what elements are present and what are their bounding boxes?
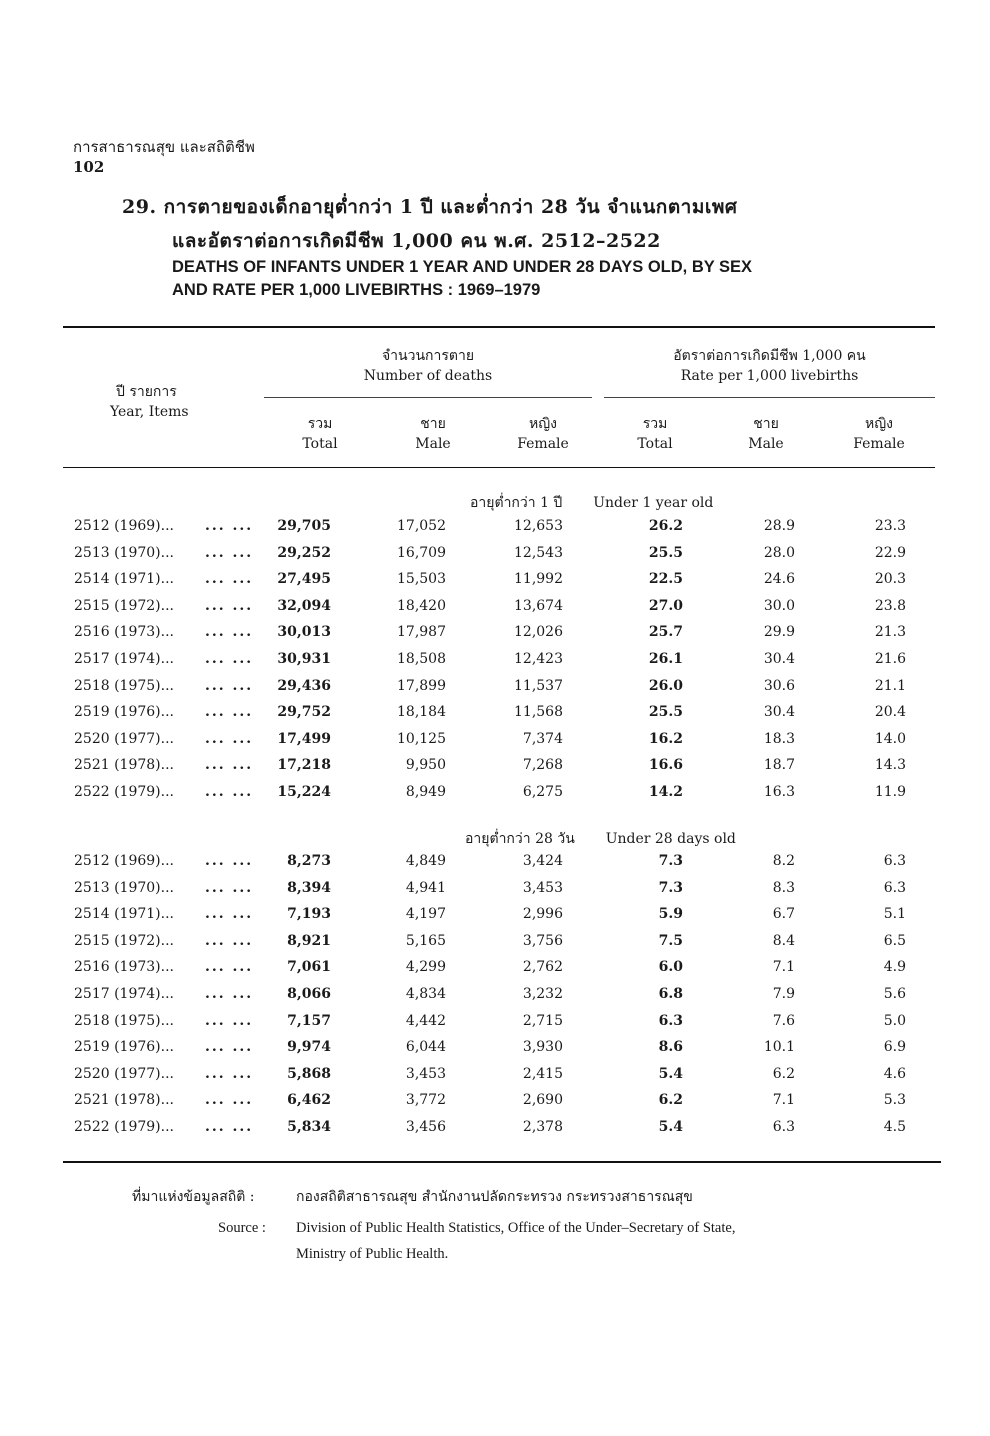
table-cell: 6.7 — [772, 906, 795, 923]
table-cell: 20.3 — [874, 571, 906, 588]
table-cell: 21.3 — [874, 624, 906, 641]
table-cell: 8,394 — [287, 879, 331, 896]
table-row — [0, 1119, 990, 1145]
table-cell: 6.9 — [883, 1039, 906, 1056]
table-cell: 26.1 — [648, 651, 683, 667]
row-year: 2518 (1975)... — [74, 1012, 174, 1029]
table-cell: 5.9 — [658, 906, 683, 923]
table-cell: 4.5 — [883, 1119, 906, 1135]
table-cell: 15,224 — [277, 784, 331, 800]
leader-dots: ... ... — [205, 677, 254, 694]
section-label-thai: อายุต่ำกว่า 1 ปี — [470, 495, 563, 511]
table-cell: 6.3 — [883, 853, 906, 869]
table-cell: 6.5 — [883, 932, 906, 949]
leader-dots: ... ... — [205, 906, 254, 923]
table-cell: 13,674 — [514, 597, 563, 614]
table-cell: 14.3 — [874, 757, 906, 774]
table-cell: 4.6 — [883, 1065, 906, 1082]
table-row — [0, 598, 990, 624]
table-row — [0, 678, 990, 704]
section-label — [465, 828, 736, 850]
leader-dots: ... ... — [205, 1065, 254, 1082]
leader-dots: ... ... — [205, 959, 254, 976]
column-header — [393, 414, 473, 454]
title-thai-line-1: 29. การตายของเด็กอายุต่ำกว่า 1 ปี และต่ำกว่า 28 วัน จำแนกตามเพศ — [122, 196, 738, 218]
row-year: 2515 (1972)... — [74, 597, 174, 614]
column-header-english: Total — [302, 436, 338, 452]
table-cell: 4,299 — [405, 959, 446, 976]
table-cell: 5.0 — [883, 1012, 906, 1029]
table-cell: 7,268 — [522, 757, 563, 774]
stub-header-thai: ปี รายการ — [116, 384, 177, 400]
table-cell: 5.4 — [658, 1119, 683, 1135]
column-header — [726, 414, 806, 454]
table-cell: 7.1 — [772, 1092, 795, 1109]
table-cell: 11,537 — [514, 677, 563, 694]
table-cell: 6.2 — [658, 1092, 683, 1109]
leader-dots: ... ... — [205, 704, 254, 721]
table-cell: 6.8 — [658, 986, 683, 1002]
row-year: 2514 (1971)... — [74, 906, 174, 923]
table-cell: 28.0 — [763, 544, 795, 561]
table-row — [0, 651, 990, 677]
table-cell: 23.3 — [874, 518, 906, 534]
table-row — [0, 545, 990, 571]
table-cell: 2,996 — [522, 906, 563, 923]
leader-dots: ... ... — [205, 730, 254, 747]
table-cell: 3,772 — [405, 1092, 446, 1109]
table-cell: 9,974 — [287, 1039, 331, 1056]
stub-header-english: Year, Items — [110, 404, 189, 420]
leader-dots: ... ... — [205, 784, 254, 800]
header-bottom-rule — [63, 467, 935, 468]
column-header-english: Female — [517, 436, 569, 452]
table-cell: 16.2 — [648, 730, 683, 747]
column-header — [280, 414, 360, 454]
table-cell: 3,456 — [405, 1119, 446, 1135]
table-cell: 14.0 — [874, 730, 906, 747]
table-row — [0, 880, 990, 906]
row-year: 2516 (1973)... — [74, 959, 174, 976]
table-cell: 12,423 — [514, 651, 563, 667]
table-row — [0, 853, 990, 879]
source-text-thai: กองสถิติสาธารณสุข สำนักงานปลัดกระทรวง กระทรวงสาธารณสุข — [296, 1189, 693, 1205]
page-number: 102 — [73, 158, 105, 176]
leader-dots: ... ... — [205, 757, 254, 774]
table-cell: 18.3 — [763, 730, 795, 747]
table-row — [0, 784, 990, 810]
table-cell: 17,499 — [277, 730, 331, 747]
table-cell: 3,756 — [522, 932, 563, 949]
table-row — [0, 704, 990, 730]
table-cell: 7,193 — [287, 906, 331, 923]
table-cell: 6.0 — [658, 959, 683, 976]
table-cell: 8.2 — [772, 853, 795, 869]
table-cell: 5.1 — [883, 906, 906, 923]
bottom-rule — [63, 1161, 941, 1163]
row-year: 2520 (1977)... — [74, 730, 174, 747]
table-cell: 11.9 — [874, 784, 906, 800]
table-row — [0, 906, 990, 932]
table-cell: 3,232 — [522, 986, 563, 1002]
row-year: 2522 (1979)... — [74, 784, 174, 800]
table-cell: 6.3 — [658, 1012, 683, 1029]
table-cell: 8,949 — [405, 784, 446, 800]
table-row — [0, 571, 990, 597]
table-cell: 8,273 — [287, 853, 331, 869]
leader-dots: ... ... — [205, 932, 254, 949]
table-cell: 17,052 — [397, 518, 446, 534]
table-row — [0, 1092, 990, 1118]
group-header-rate-thai: อัตราต่อการเกิดมีชีพ 1,000 คน — [673, 348, 866, 364]
table-cell: 30.4 — [763, 651, 795, 667]
table-cell: 7.5 — [658, 932, 683, 949]
row-year: 2521 (1978)... — [74, 1092, 174, 1109]
column-header-thai: ชาย — [420, 416, 446, 432]
table-cell: 26.2 — [648, 518, 683, 534]
table-cell: 4,442 — [405, 1012, 446, 1029]
table-cell: 22.9 — [874, 544, 906, 561]
leader-dots: ... ... — [205, 853, 254, 869]
row-year: 2519 (1976)... — [74, 1039, 174, 1056]
leader-dots: ... ... — [205, 544, 254, 561]
row-year: 2513 (1970)... — [74, 544, 174, 561]
row-year: 2514 (1971)... — [74, 571, 174, 588]
table-cell: 23.8 — [874, 597, 906, 614]
table-cell: 5,834 — [287, 1119, 331, 1135]
table-cell: 12,026 — [514, 624, 563, 641]
table-row — [0, 757, 990, 783]
table-cell: 22.5 — [648, 571, 683, 588]
table-row — [0, 731, 990, 757]
table-cell: 5.6 — [883, 986, 906, 1002]
table-row — [0, 624, 990, 650]
table-row — [0, 959, 990, 985]
table-cell: 30.0 — [763, 597, 795, 614]
column-header — [839, 414, 919, 454]
table-cell: 21.6 — [874, 651, 906, 667]
table-cell: 4,941 — [405, 879, 446, 896]
source-text-english-line-1: Division of Public Health Statistics, Office of the Under–Secretary of State, — [296, 1220, 736, 1236]
table-cell: 30.4 — [763, 704, 795, 721]
title-english-line-2: AND RATE PER 1,000 LIVEBIRTHS : 1969–1979 — [172, 281, 541, 299]
table-cell: 6.2 — [772, 1065, 795, 1082]
table-cell: 12,543 — [514, 544, 563, 561]
table-cell: 6.3 — [772, 1119, 795, 1135]
page-header — [73, 137, 255, 177]
table-cell: 4.9 — [883, 959, 906, 976]
source-text-english-line-2: Ministry of Public Health. — [296, 1246, 449, 1262]
row-year: 2512 (1969)... — [74, 518, 174, 534]
column-header-english: Female — [853, 436, 905, 452]
section-label-english: Under 28 days old — [605, 831, 736, 847]
leader-dots: ... ... — [205, 651, 254, 667]
column-header-thai: รวม — [642, 416, 668, 432]
table-cell: 4,197 — [405, 906, 446, 923]
table-cell: 30.6 — [763, 677, 795, 694]
source-label-thai: ที่มาแห่งข้อมูลสถิติ : — [132, 1189, 255, 1205]
table-cell: 20.4 — [874, 704, 906, 721]
table-cell: 7.9 — [772, 986, 795, 1002]
table-cell: 29,705 — [277, 518, 331, 534]
table-cell: 15,503 — [397, 571, 446, 588]
source-label-english: Source : — [218, 1220, 266, 1236]
table-cell: 8.3 — [772, 879, 795, 896]
column-header-thai: รวม — [307, 416, 333, 432]
table-cell: 7.6 — [772, 1012, 795, 1029]
column-header-english: Total — [637, 436, 673, 452]
table-cell: 16,709 — [397, 544, 446, 561]
table-cell: 14.2 — [648, 784, 683, 800]
row-year: 2519 (1976)... — [74, 704, 174, 721]
table-row — [0, 986, 990, 1012]
table-cell: 11,568 — [514, 704, 563, 721]
table-cell: 18,420 — [397, 597, 446, 614]
table-cell: 29,252 — [277, 544, 331, 561]
table-cell: 18,508 — [397, 651, 446, 667]
table-cell: 29.9 — [763, 624, 795, 641]
leader-dots: ... ... — [205, 1039, 254, 1056]
table-cell: 5.3 — [883, 1092, 906, 1109]
row-year: 2516 (1973)... — [74, 624, 174, 641]
column-header-thai: ชาย — [753, 416, 779, 432]
group-header-rate-english: Rate per 1,000 livebirths — [680, 368, 859, 384]
running-header: การสาธารณสุข และสถิติชีพ — [73, 138, 255, 156]
table-cell: 8.6 — [658, 1039, 683, 1056]
table-cell: 30,931 — [277, 651, 331, 667]
table-cell: 6,044 — [405, 1039, 446, 1056]
table-cell: 10.1 — [763, 1039, 795, 1056]
row-year: 2515 (1972)... — [74, 932, 174, 949]
leader-dots: ... ... — [205, 571, 254, 588]
title-thai-line-2: และอัตราต่อการเกิดมีชีพ 1,000 คน พ.ศ. 2512–2522 — [172, 230, 661, 252]
table-cell: 29,436 — [277, 677, 331, 694]
table-cell: 32,094 — [277, 597, 331, 614]
table-row — [0, 933, 990, 959]
title-english-line-1: DEATHS OF INFANTS UNDER 1 YEAR AND UNDER 28 DAYS OLD, BY SEX — [172, 258, 753, 276]
table-cell: 2,415 — [522, 1065, 563, 1082]
table-cell: 3,424 — [522, 853, 563, 869]
table-cell: 9,950 — [405, 757, 446, 774]
table-cell: 8.4 — [772, 932, 795, 949]
table-cell: 5,868 — [287, 1065, 331, 1082]
table-cell: 2,378 — [522, 1119, 563, 1135]
stub-header — [110, 382, 189, 422]
row-year: 2513 (1970)... — [74, 879, 174, 896]
row-year: 2518 (1975)... — [74, 677, 174, 694]
group-header-deaths-english: Number of deaths — [363, 368, 493, 384]
table-cell: 26.0 — [648, 677, 683, 694]
table-cell: 16.6 — [648, 757, 683, 774]
table-cell: 17,899 — [397, 677, 446, 694]
leader-dots: ... ... — [205, 1119, 254, 1135]
table-cell: 25.5 — [648, 704, 683, 721]
table-row — [0, 1039, 990, 1065]
table-cell: 5,165 — [405, 932, 446, 949]
table-cell: 18,184 — [397, 704, 446, 721]
leader-dots: ... ... — [205, 1092, 254, 1109]
group2-underline — [604, 397, 935, 398]
section-label-thai: อายุต่ำกว่า 28 วัน — [465, 831, 575, 847]
table-cell: 7,061 — [287, 959, 331, 976]
table-cell: 6,275 — [522, 784, 563, 800]
table-cell: 12,653 — [514, 518, 563, 534]
row-year: 2517 (1974)... — [74, 651, 174, 667]
table-row — [0, 1013, 990, 1039]
leader-dots: ... ... — [205, 518, 254, 534]
table-cell: 7,374 — [522, 730, 563, 747]
column-header-thai: หญิง — [865, 416, 893, 432]
table-cell: 28.9 — [763, 518, 795, 534]
table-cell: 25.7 — [648, 624, 683, 641]
column-header — [615, 414, 695, 454]
table-row — [0, 518, 990, 544]
table-cell: 2,715 — [522, 1012, 563, 1029]
table-cell: 21.1 — [874, 677, 906, 694]
table-cell: 18.7 — [763, 757, 795, 774]
table-cell: 3,453 — [405, 1065, 446, 1082]
table-cell: 17,218 — [277, 757, 331, 774]
table-cell: 16.3 — [763, 784, 795, 800]
column-header-english: Male — [415, 436, 451, 452]
leader-dots: ... ... — [205, 624, 254, 641]
table-cell: 10,125 — [397, 730, 446, 747]
table-cell: 6,462 — [287, 1092, 331, 1109]
table-cell: 29,752 — [277, 704, 331, 721]
column-header — [503, 414, 583, 454]
column-header-english: Male — [748, 436, 784, 452]
table-cell: 6.3 — [883, 879, 906, 896]
row-year: 2522 (1979)... — [74, 1119, 174, 1135]
section-label-english: Under 1 year old — [593, 495, 714, 511]
group-header-rate — [604, 346, 935, 386]
table-cell: 5.4 — [658, 1065, 683, 1082]
table-cell: 4,834 — [405, 986, 446, 1002]
section-label — [470, 492, 713, 514]
table-cell: 3,930 — [522, 1039, 563, 1056]
table-cell: 7.1 — [772, 959, 795, 976]
table-cell: 7.3 — [658, 879, 683, 896]
group-header-deaths-thai: จำนวนการตาย — [381, 348, 475, 364]
table-cell: 11,992 — [514, 571, 563, 588]
row-year: 2521 (1978)... — [74, 757, 174, 774]
table-cell: 7.3 — [658, 853, 683, 869]
group1-underline — [264, 397, 592, 398]
table-title — [122, 192, 902, 302]
table-row — [0, 1066, 990, 1092]
table-cell: 3,453 — [522, 879, 563, 896]
column-header-thai: หญิง — [529, 416, 557, 432]
table-cell: 25.5 — [648, 544, 683, 561]
row-year: 2517 (1974)... — [74, 986, 174, 1002]
leader-dots: ... ... — [205, 597, 254, 614]
table-cell: 8,066 — [287, 986, 331, 1002]
table-cell: 2,762 — [522, 959, 563, 976]
table-cell: 4,849 — [405, 853, 446, 869]
table-cell: 7,157 — [287, 1012, 331, 1029]
top-rule — [63, 326, 935, 328]
row-year: 2520 (1977)... — [74, 1065, 174, 1082]
table-cell: 17,987 — [397, 624, 446, 641]
group-header-deaths — [264, 346, 592, 386]
leader-dots: ... ... — [205, 1012, 254, 1029]
leader-dots: ... ... — [205, 879, 254, 896]
table-cell: 27,495 — [277, 571, 331, 588]
table-cell: 8,921 — [287, 932, 331, 949]
row-year: 2512 (1969)... — [74, 853, 174, 869]
table-cell: 30,013 — [277, 624, 331, 641]
table-cell: 27.0 — [648, 597, 683, 614]
leader-dots: ... ... — [205, 986, 254, 1002]
table-cell: 24.6 — [763, 571, 795, 588]
table-cell: 2,690 — [522, 1092, 563, 1109]
